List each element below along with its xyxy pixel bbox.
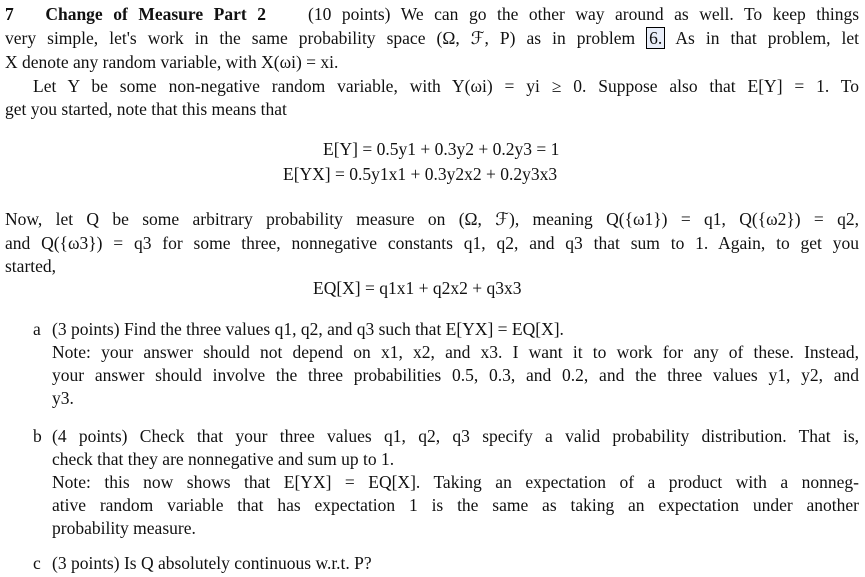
- part-a-line-4: y3.: [52, 388, 74, 408]
- equation-eq: EQ[X] = q1x1 + q2x2 + q3x3: [313, 278, 522, 298]
- problem-header-line: [5, 3, 859, 25]
- intro-line-5: get you started, note that this means that: [5, 99, 287, 119]
- part-b-line-5: probability measure.: [52, 518, 196, 538]
- part-a-label: a: [33, 319, 41, 339]
- intro-line-1: We can go the other way around as well. To keep things: [400, 4, 860, 24]
- intro-line-3: X denote any random variable, with X(ωi) = xi.: [5, 52, 339, 72]
- part-b-line-1: (4 points) Check that your three values q1, q2, q3 specify a valid probability distribution. That is,: [52, 426, 859, 446]
- problem-points: (10 points): [308, 4, 391, 24]
- intro-line-2: very simple, let's work in the same probability space (Ω, ℱ, P) as in problem: [5, 28, 636, 48]
- intro-line-2b: As in that problem, let: [675, 28, 859, 48]
- part-a-line-2: Note: your answer should not depend on x1, x2, and x3. I want it to work for any of these. Instead,: [52, 342, 859, 362]
- q-line-1: Now, let Q be some arbitrary probability measure on (Ω, ℱ), meaning Q({ω1}) = q1, Q({ω2}) = q2,: [5, 209, 859, 229]
- part-a-line-3: your answer should involve the three probabilities 0.5, 0.3, and 0.2, and the three values y1, y2, and: [52, 365, 859, 385]
- part-b-line-4: ative random variable that has expectation 1 is the same as taking an expectation under another: [52, 495, 859, 515]
- part-b-line-2: check that they are nonnegative and sum up to 1.: [52, 449, 395, 469]
- intro-line-2-row: [5, 27, 859, 49]
- part-a-line-1: (3 points) Find the three values q1, q2, and q3 such that E[YX] = EQ[X].: [52, 319, 564, 339]
- part-b-line-3: Note: this now shows that E[YX] = EQ[X]. Taking an expectation of a product with a nonneg-: [52, 472, 859, 492]
- part-c-label: c: [33, 553, 41, 573]
- part-b-label: b: [33, 426, 42, 446]
- q-line-3: started,: [5, 256, 57, 276]
- q-line-2: and Q({ω3}) = q3 for some three, nonnegative constants q1, q2, and q3 that sum to 1. Again, to get you: [5, 233, 859, 253]
- problem-number: 7: [5, 4, 14, 24]
- part-c-line-1: (3 points) Is Q absolutely continuous w.r.t. P?: [52, 553, 372, 573]
- problem-title: Change of Measure Part 2: [45, 4, 266, 24]
- intro-line-4: Let Y be some non-negative random variable, with Y(ωi) = yi ≥ 0. Suppose also that E[Y] = 1. To: [33, 76, 859, 96]
- problem-reference-link[interactable]: 6.: [646, 27, 665, 49]
- equation-eyx: E[YX] = 0.5y1x1 + 0.3y2x2 + 0.2y3x3: [283, 164, 558, 184]
- equation-ey: E[Y] = 0.5y1 + 0.3y2 + 0.2y3 = 1: [323, 139, 560, 159]
